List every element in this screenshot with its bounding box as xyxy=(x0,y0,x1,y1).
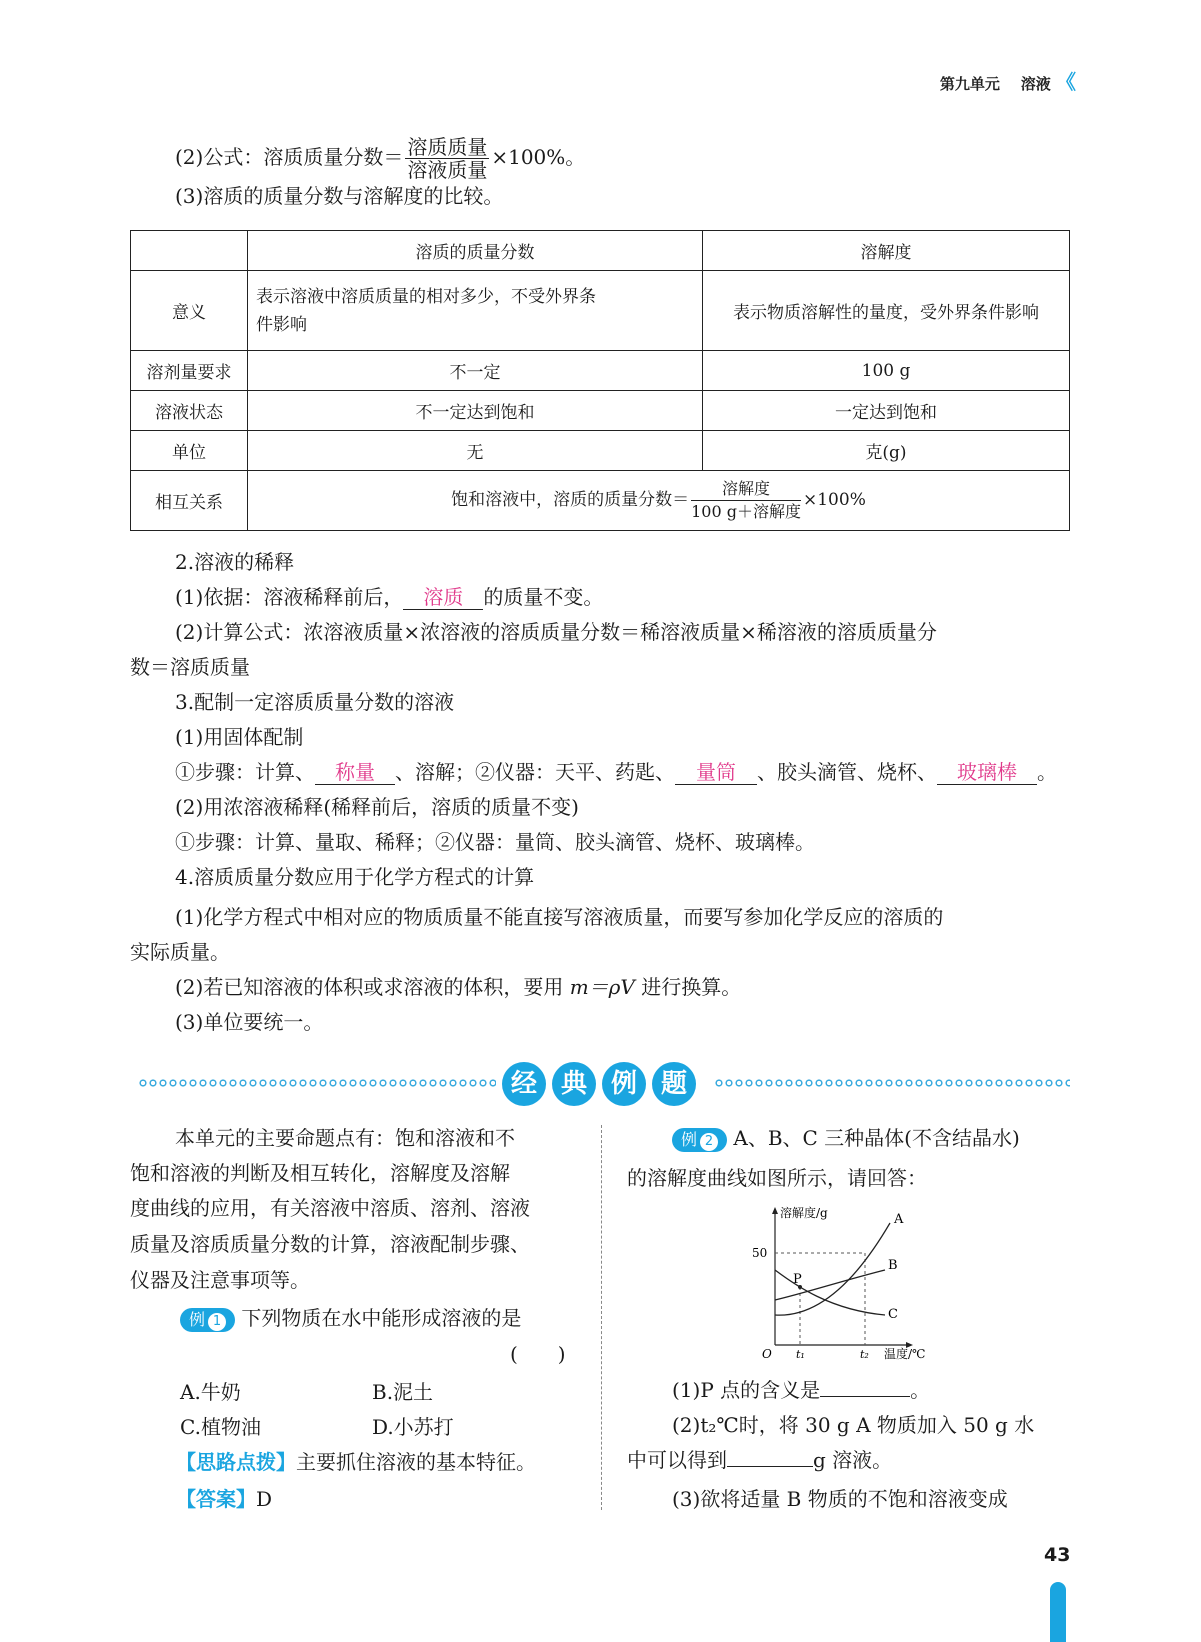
table-row: 溶剂量要求 不一定 100 g xyxy=(131,351,1070,391)
bead-border-left xyxy=(138,1078,496,1088)
fraction: $\frac{\text{溶质质量}}{\text{溶液质量}}$ xyxy=(407,135,488,182)
calc-line-1: (1)化学方程式中相对应的物质质量不能直接写溶液质量，而要写参加化学反应的溶质的 xyxy=(175,905,944,929)
calc-title: 4.溶质质量分数应用于化学方程式的计算 xyxy=(175,865,535,889)
table-row: 单位 无 克(g) xyxy=(131,431,1070,471)
x-label: 温度/℃ xyxy=(884,1347,926,1361)
hint-line: 【思路点拨】主要抓住溶液的基本特征。 xyxy=(176,1450,536,1474)
answer-blank[interactable]: 称量 xyxy=(315,760,395,785)
curve-a xyxy=(775,1223,890,1315)
curve-c xyxy=(775,1270,885,1315)
answer-blank[interactable]: 溶质 xyxy=(403,585,483,610)
question-p2b: 中可以得到 g 溶液。 xyxy=(627,1448,893,1472)
dilution-line-1: (1)依据：溶液稀释前后， 溶质 的质量不变。 xyxy=(175,585,604,609)
origin-label: O xyxy=(762,1347,772,1361)
table-relation-row: 相互关系 饱和溶液中，溶质的质量分数＝ $\frac{\text{溶解度}}{\text{100 g＋溶解度}}$ ×100% xyxy=(131,471,1070,531)
table-row: 溶液状态 不一定达到饱和 一定达到饱和 xyxy=(131,391,1070,431)
topic-label: 溶液 xyxy=(1020,75,1051,93)
y-tick-50: 50 xyxy=(752,1246,768,1260)
intro-line: 饱和溶液的判断及相互转化，溶解度及溶解 xyxy=(130,1161,510,1185)
unit-label: 第九单元 xyxy=(939,75,1000,93)
calc-line-2: (2)若已知溶液的体积或求溶液的体积，要用 m＝ρV 进行换算。 xyxy=(175,975,742,999)
example-2-line-2: 的溶解度曲线如图所示，请回答： xyxy=(627,1166,927,1190)
prep-steps-line: ①步骤：计算、 称量 、溶解；②仪器：天平、药匙、 量筒 、胶头滴管、烧杯、 玻璃棒 。 xyxy=(175,760,1057,784)
calc-line-3: (3)单位要统一。 xyxy=(175,1010,324,1034)
prep-dilute: (2)用浓溶液稀释(稀释前后，溶质的质量不变) xyxy=(175,795,579,819)
example-2-badge: 例 2 xyxy=(672,1128,727,1152)
curve-c-label: C xyxy=(888,1307,898,1322)
table-row: 意义 表示溶液中溶质质量的相对多少，不受外界条 件影响 表示物质溶解性的量度，受外界条件影响 xyxy=(131,271,1070,351)
answer-blank[interactable]: 量筒 xyxy=(675,760,757,785)
example-2-line-1: 例 2 A、B、C 三种晶体(不含结晶水) xyxy=(672,1126,1020,1152)
dilution-line-2: (2)计算公式：浓溶液质量×浓溶液的溶质质量分数＝稀溶液质量×稀溶液的溶质质量分 xyxy=(175,620,937,644)
curve-b-label: B xyxy=(888,1258,898,1273)
answer-blank[interactable] xyxy=(820,1396,910,1397)
answer-blank[interactable] xyxy=(727,1466,813,1467)
compare-title: (3)溶质的质量分数与溶解度的比较。 xyxy=(175,184,504,208)
prep-dilute-steps: ①步骤：计算、量取、稀释；②仪器：量筒、胶头滴管、烧杯、玻璃棒。 xyxy=(175,830,815,854)
option-d: D.小苏打 xyxy=(372,1415,454,1439)
page-number: 43 xyxy=(1044,1544,1071,1566)
formula-line: (2)公式：溶质质量分数＝ $\frac{\text{溶质质量}}{\text{溶液质量}}$ ×100%。 xyxy=(175,135,586,182)
point-p-label: P xyxy=(793,1272,802,1287)
bead-border-right xyxy=(714,1078,1070,1088)
intro-line: 度曲线的应用，有关溶液中溶质、溶剂、溶液 xyxy=(130,1196,530,1220)
section-banner: 经 典 例 题 xyxy=(502,1062,702,1106)
intro-line: 仪器及注意事项等。 xyxy=(130,1268,310,1292)
y-axis-arrow xyxy=(772,1207,778,1214)
curve-b xyxy=(775,1270,885,1300)
page-tab xyxy=(1050,1582,1066,1642)
option-b: B.泥土 xyxy=(372,1380,434,1404)
column-divider xyxy=(601,1125,602,1510)
prep-title: 3.配制一定溶质质量分数的溶液 xyxy=(175,690,455,714)
running-header xyxy=(940,66,1071,95)
question-p2: (2)t₂℃时，将 30 g A 物质加入 50 g 水 xyxy=(672,1413,1035,1437)
option-c: C.植物油 xyxy=(180,1415,261,1439)
table-header-row: 溶质的质量分数 溶解度 xyxy=(131,231,1070,271)
example-1-question: 例 1 下列物质在水中能形成溶液的是 xyxy=(180,1306,521,1332)
question-p3: (3)欲将适量 B 物质的不饱和溶液变成 xyxy=(672,1487,1008,1511)
answer-paren: ( ) xyxy=(510,1342,566,1366)
dilution-title: 2.溶液的稀释 xyxy=(175,550,295,574)
chevron-icon: 《 xyxy=(1056,70,1071,94)
curve-a-label: A xyxy=(894,1212,904,1227)
example-1-badge: 例 1 xyxy=(180,1308,235,1332)
comparison-table xyxy=(130,230,1070,531)
t1-label: t₁ xyxy=(796,1348,805,1361)
y-label: 溶解度/g xyxy=(780,1206,828,1220)
prep-solid: (1)用固体配制 xyxy=(175,725,304,749)
solubility-graph xyxy=(752,1205,926,1361)
intro-line: 本单元的主要命题点有：饱和溶液和不 xyxy=(175,1126,515,1150)
answer-line: 【答案】D xyxy=(176,1487,273,1511)
option-a: A.牛奶 xyxy=(180,1380,241,1404)
calc-line-1b: 实际质量。 xyxy=(130,940,230,964)
question-p1: (1)P 点的含义是 。 xyxy=(672,1378,931,1402)
intro-line: 质量及溶质质量分数的计算，溶液配制步骤、 xyxy=(130,1232,530,1256)
t2-label: t₂ xyxy=(860,1348,869,1361)
dilution-line-3: 数＝溶质质量 xyxy=(130,655,250,679)
answer-blank[interactable]: 玻璃棒 xyxy=(937,760,1037,785)
